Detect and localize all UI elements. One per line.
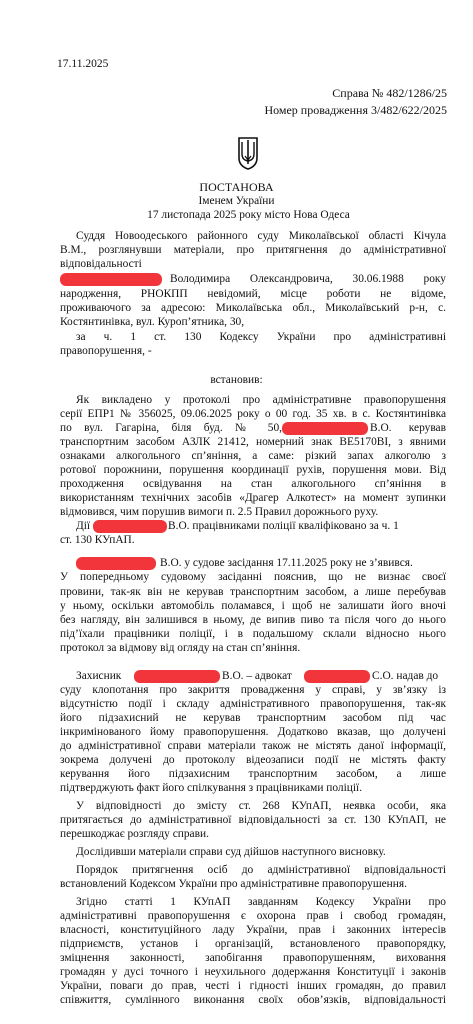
body-line: ст. 130 КУпАП.: [60, 534, 135, 546]
body-line: використанням технічних засобів «Драгер Алкотест» на момент зупинки: [60, 492, 446, 504]
body-line: Захисник: [76, 670, 122, 682]
redaction-mark: [282, 422, 368, 435]
intro-line: Костянтинівка, вул. Куроп’ятника, 30,: [60, 316, 245, 328]
proceeding-number: Номер провадження 3/482/622/2025: [264, 103, 447, 117]
body-line: відмовився, чим порушив вимоги п. 2.5 Правил дорожнього руху.: [60, 506, 379, 518]
body-line: без нагляду, він залишився в ньому, де випив пиво та після чого до нього: [60, 614, 446, 626]
established-heading: встановив:: [210, 374, 263, 386]
body-line: керування його підзахисним транспортним засобом, а лише: [60, 768, 446, 780]
body-line: притягається до адміністративної відповідальності за ст. 130 КУпАП, не: [60, 814, 446, 826]
body-line: ротової порожнини, порушення координації рухів, порушення мови. Від: [60, 464, 446, 476]
body-line: В.О. працівниками поліції кваліфіковано за ч. 1: [168, 520, 399, 532]
body-line: ознаками алкогольного сп’яніння, а саме: різкий запах алкоголю з: [60, 450, 446, 462]
body-line: суду клопотання про закриття провадження у справі, у зв’язку із: [60, 684, 446, 696]
body-line: У відповідності до змісту ст. 268 КУпАП, неявка особи, яка: [76, 800, 446, 812]
trident-emblem-icon: [236, 134, 260, 170]
body-line: провини, так-як він не керував транспортним засобом, а лише перебував: [60, 586, 446, 598]
intro-line: Володимира Олександровича, 30.06.1988 року: [170, 273, 446, 285]
body-line: Як викладено у протоколі про адміністративне правопорушення: [76, 394, 446, 406]
body-line: власності, конституційного ладу України, прав і законних інтересів: [60, 924, 446, 936]
body-line: проходження освідування на стан алкогольного сп’яніння в: [60, 478, 446, 490]
intro-line: відповідальності: [60, 258, 142, 270]
body-line: підприємств, установ і організацій, встановленого правопорядку,: [60, 938, 446, 950]
body-line: відсутністю події і складу адміністративного правопорушення, так-як: [60, 698, 446, 710]
body-line: В.О. у судове засідання 17.11.2025 року не з’явився.: [160, 557, 413, 569]
body-line: зокрема долучені до протоколу відеозаписи події не містять факту: [60, 754, 446, 766]
case-number: Справа № 482/1286/25: [332, 86, 447, 100]
body-line: під’їхали працівники поліції, і в подальшому склали відносно нього: [60, 628, 446, 640]
intro-line: за ч. 1 ст. 130 Кодексу України про адміністративні: [76, 331, 446, 343]
body-line: перешкоджає розгляду справи.: [60, 828, 209, 840]
document-type: ПОСТАНОВА: [199, 180, 274, 194]
body-line: Згідно статті 1 КУпАП завданням Кодексу України про: [76, 896, 446, 908]
redaction-mark: [93, 520, 167, 533]
body-line: його підзахисний не керував транспортним засобом під час: [60, 712, 446, 724]
intro-line: народження, РНОКПП невідомий, місце роботи не відоме,: [60, 288, 446, 300]
body-line: у ньому, оскільки автомобіль поламався, і щоб не залишати його вночі: [60, 600, 446, 612]
body-line: підтверджують факт його спілкування з працівниками поліції.: [60, 782, 363, 794]
intro-line: правопорушення, -: [60, 345, 152, 357]
body-line: В.О. керував: [370, 422, 446, 434]
body-line: серії ЕПР1 № 356025, 09.06.2025 року о 00 год. 35 хв. в с. Костянтинівка: [60, 408, 446, 420]
body-line: С.О. надав до: [372, 670, 439, 682]
body-line: до адміністративної справи матеріали також не містять даної інформації,: [60, 740, 446, 752]
body-line: Порядок притягнення осіб до адміністративної відповідальності: [76, 864, 446, 876]
body-line: встановлений Кодексом України про адміністративне правопорушення.: [60, 878, 407, 890]
body-line: Дослідивши матеріали справи суд дійшов наступного висновку.: [76, 846, 386, 858]
body-line: протокол за відмову від огляду на стан сп’яніння.: [60, 642, 301, 654]
body-line: В.О. – адвокат: [222, 670, 292, 682]
redaction-mark: [76, 557, 156, 570]
body-line: інкримінованого йому правопорушення. Додатково вказав, що долучені: [60, 726, 446, 738]
body-line: співжиття, сумлінного виконання своїх обов’язків, відповідальності: [60, 994, 446, 1006]
redaction-mark: [60, 273, 162, 286]
in-name-of-ukraine: Іменем України: [198, 195, 275, 207]
body-line: У попередньому судовому засіданні пояснив, що не визнає своєї: [60, 571, 446, 583]
body-line: громадян у дусі точного і неухильного додержання Конституції і законів: [60, 966, 446, 978]
redaction-mark: [304, 670, 370, 683]
redaction-mark: [134, 670, 220, 683]
date-and-place: 17 листопада 2025 року місто Нова Одеса: [147, 209, 350, 221]
intro-line: проживаючого за адресою: Миколаївська обл., Миколаївський р-н, с.: [60, 302, 446, 314]
body-line: по вул. Гагаріна, біля буд. № 50,: [60, 422, 282, 434]
body-line: транспортним засобом АЗЛК 21412, номерний знак ВЕ5170ВІ, з явними: [60, 436, 446, 448]
body-line: адміністративні правопорушення є охорона прав і свобод громадян,: [60, 910, 446, 922]
intro-line: В.М., розглянувши матеріали, про притягнення до адміністративної: [60, 244, 446, 256]
intro-line: Суддя Новоодеського районного суду Миколаївської області Кічула: [76, 230, 446, 242]
body-line: України, поваги до прав, честі і гідності інших громадян, до правил: [60, 980, 446, 992]
body-line: зміцнення законності, запобігання правопорушенням, виховання: [60, 952, 446, 964]
document-date: 17.11.2025: [57, 58, 109, 70]
body-line: Дії: [76, 520, 91, 532]
